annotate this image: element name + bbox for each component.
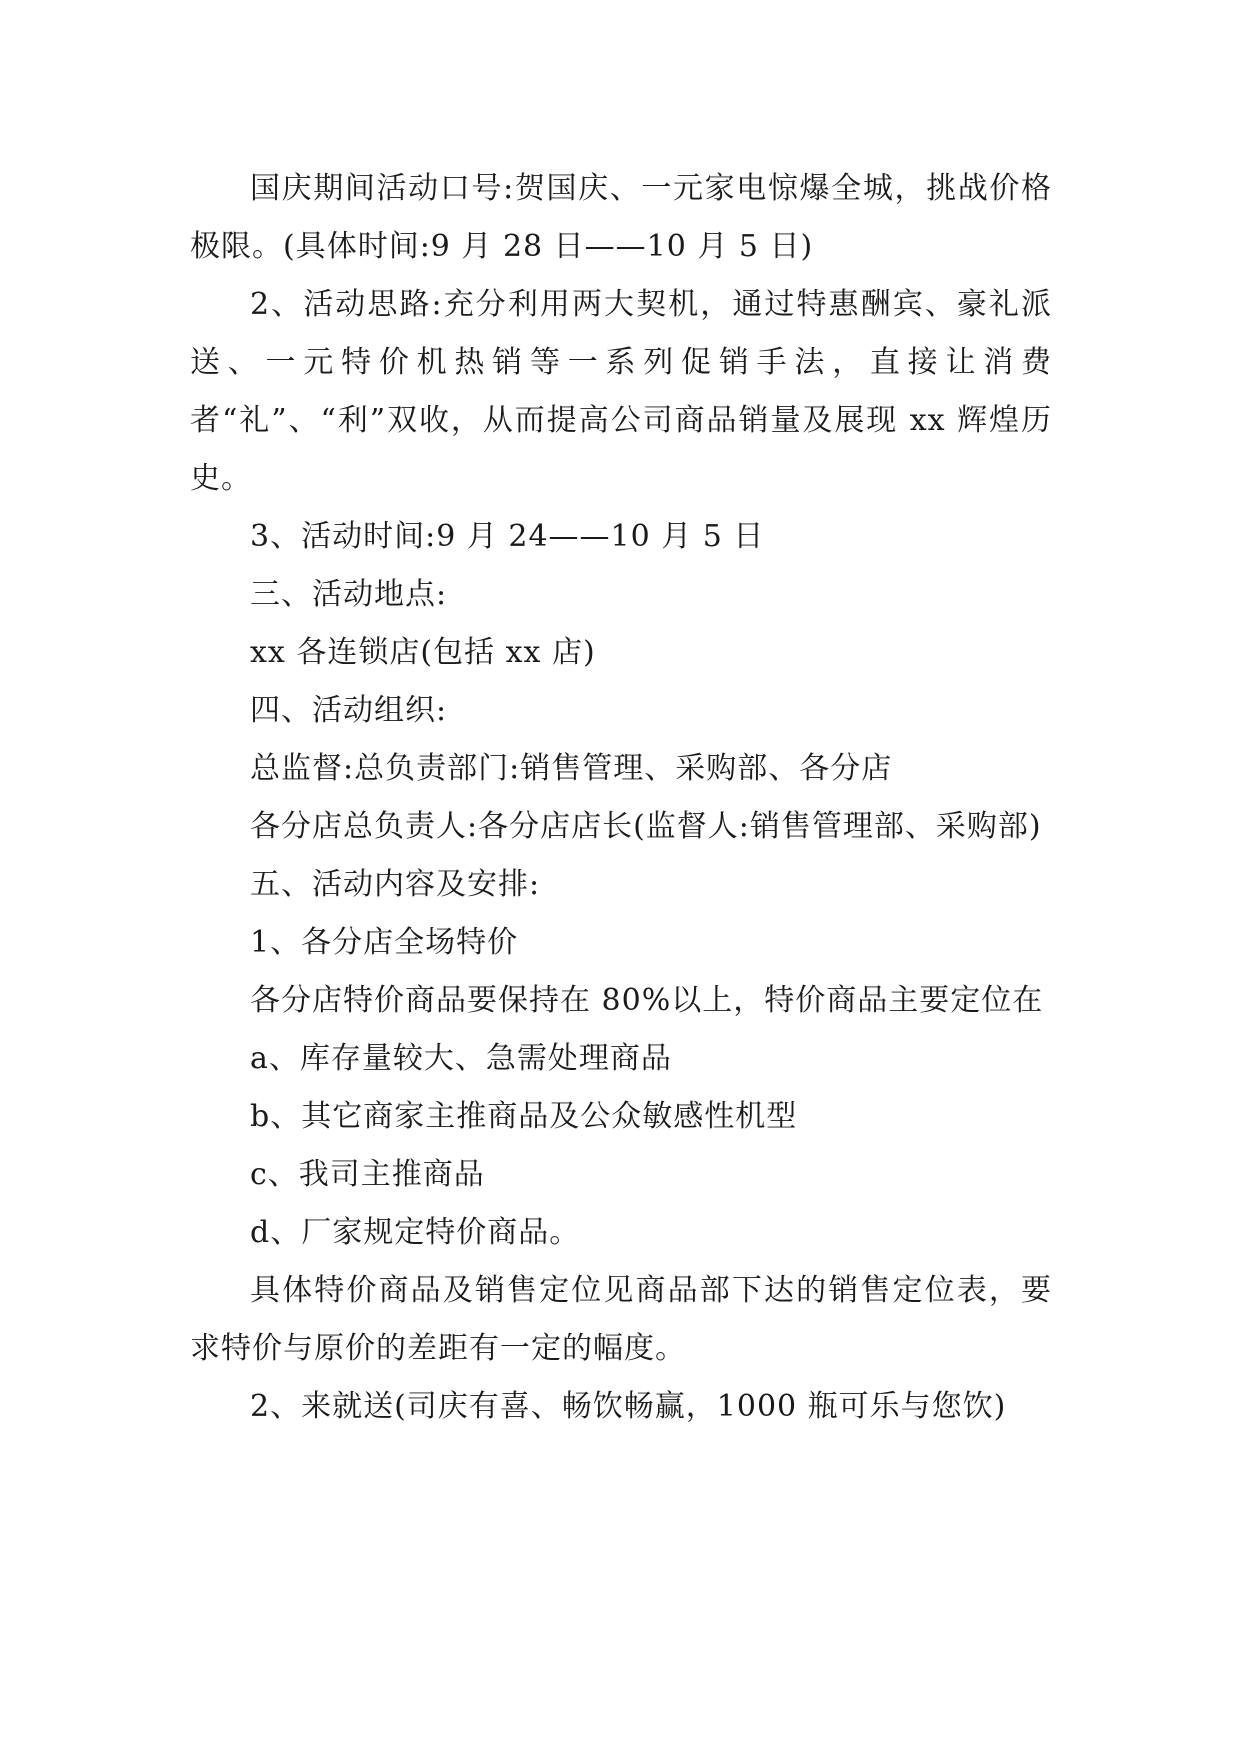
paragraph-location-detail: xx 各连锁店(包括 xx 店) [250, 635, 596, 670]
paragraph-item-2: 2、来就送(司庆有喜、畅饮畅赢，1000 瓶可乐与您饮) [250, 1389, 1007, 1424]
heading-activity-organization: 四、活动组织: [250, 693, 448, 728]
paragraph-item-1: 1、各分店全场特价 [250, 925, 519, 960]
heading-activity-content: 五、活动内容及安排: [250, 867, 541, 902]
document-page [190, 160, 1052, 1436]
paragraph-activity-time: 3、活动时间:9 月 24——10 月 5 日 [250, 519, 765, 554]
list-item-a: a、库存量较大、急需处理商品 [250, 1041, 672, 1076]
paragraph-branch-leader: 各分店总负责人:各分店店长(监督人:销售管理部、采购部) [250, 809, 1042, 844]
list-item-c: c、我司主推商品 [250, 1157, 485, 1192]
paragraph-pricing-detail: 具体特价商品及销售定位见商品部下达的销售定位表，要求特价与原价的差距有一定的幅度。 [190, 1273, 1052, 1366]
paragraph-slogan: 国庆期间活动口号:贺国庆、一元家电惊爆全城，挑战价格极限。(具体时间:9 月 28 日——10 月 5 日) [190, 171, 1052, 264]
list-item-b: b、其它商家主推商品及公众敏感性机型 [250, 1099, 798, 1134]
list-item-d: d、厂家规定特价商品。 [250, 1215, 581, 1250]
heading-activity-location: 三、活动地点: [250, 577, 448, 612]
paragraph-activity-idea: 2、活动思路:充分利用两大契机，通过特惠酬宾、豪礼派送、一元特价机热销等一系列促销手法，直接让消费者“礼”、“利”双收，从而提高公司商品销量及展现 xx 辉煌历史。 [190, 287, 1052, 496]
paragraph-general-supervision: 总监督:总负责部门:销售管理、采购部、各分店 [250, 751, 893, 786]
paragraph-special-price-ratio: 各分店特价商品要保持在 80%以上，特价商品主要定位在 [250, 983, 1044, 1018]
